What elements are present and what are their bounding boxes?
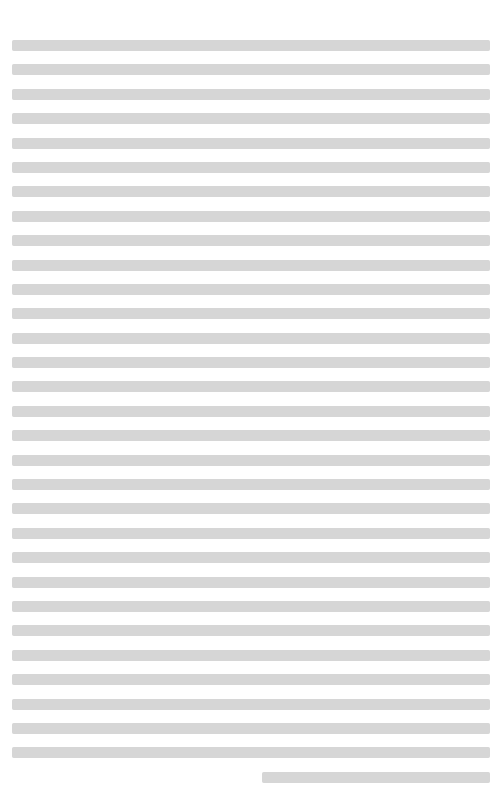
notice-title [12, 10, 490, 34]
notice-signature [12, 780, 490, 802]
notice-body [12, 40, 490, 760]
